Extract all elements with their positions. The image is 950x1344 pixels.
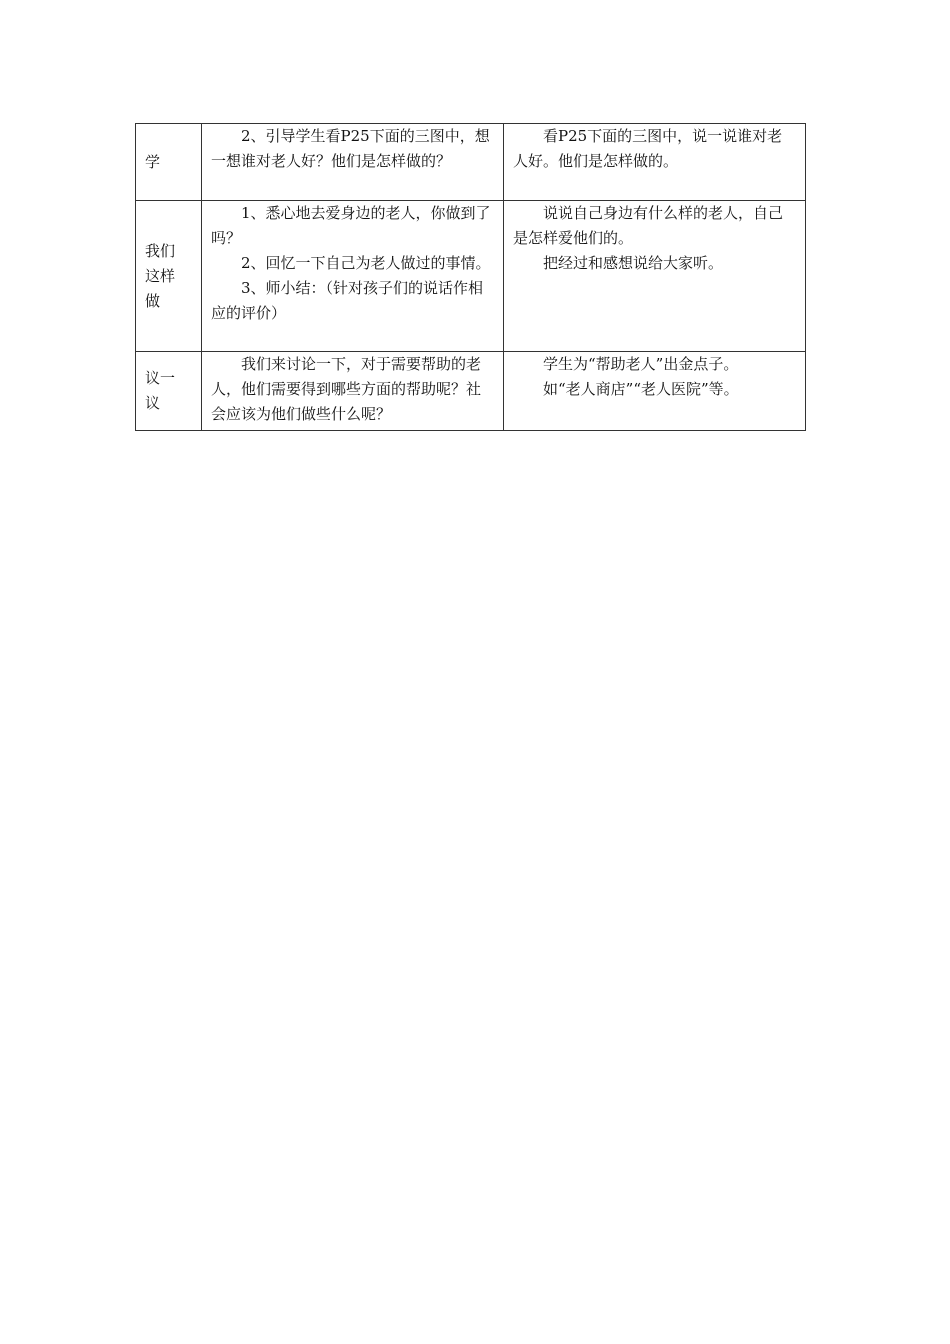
student-paragraph: 说说自己身边有什么样的老人，自己是怎样爱他们的。: [513, 204, 784, 247]
student-paragraph: 把经过和感想说给大家听。: [543, 254, 724, 272]
row-label-cell: [136, 201, 202, 352]
table-row-study: [136, 124, 806, 201]
row-label-cell: [136, 352, 202, 431]
row-label: 议一 议: [145, 369, 176, 412]
student-activity-cell: [504, 201, 806, 352]
teacher-activity-cell: [202, 124, 504, 201]
teacher-paragraph: 我们来讨论一下，对于需要帮助的老人，他们需要得到哪些方面的帮助呢？社会应该为他们做些什么呢？: [211, 355, 482, 423]
teacher-paragraph: 3、师小结：（针对孩子们的说话作相应的评价）: [211, 279, 484, 322]
table-row-we-do: [136, 201, 806, 352]
student-activity-cell: [504, 352, 806, 431]
lesson-plan-table: [135, 123, 806, 431]
row-label: 学: [145, 152, 161, 171]
student-paragraph: 如“老人商店”“老人医院”等。: [543, 380, 739, 398]
row-label: 我们 这样 做: [145, 241, 176, 310]
teacher-paragraph: 1、悉心地去爱身边的老人，你做到了吗？: [211, 204, 491, 247]
student-paragraph: 看P25下面的三图中，说一说谁对老人好。他们是怎样做的。: [513, 127, 783, 170]
teacher-activity-cell: [202, 352, 504, 431]
table-row-discuss: [136, 352, 806, 431]
student-activity-cell: [504, 124, 806, 201]
teacher-activity-cell: [202, 201, 504, 352]
student-paragraph: 学生为“帮助老人”出金点子。: [543, 355, 739, 373]
teacher-paragraph: 2、回忆一下自己为老人做过的事情。: [241, 254, 491, 272]
teacher-paragraph: 2、引导学生看P25下面的三图中，想一想谁对老人好？他们是怎样做的？: [211, 127, 490, 170]
row-label-cell: [136, 124, 202, 201]
